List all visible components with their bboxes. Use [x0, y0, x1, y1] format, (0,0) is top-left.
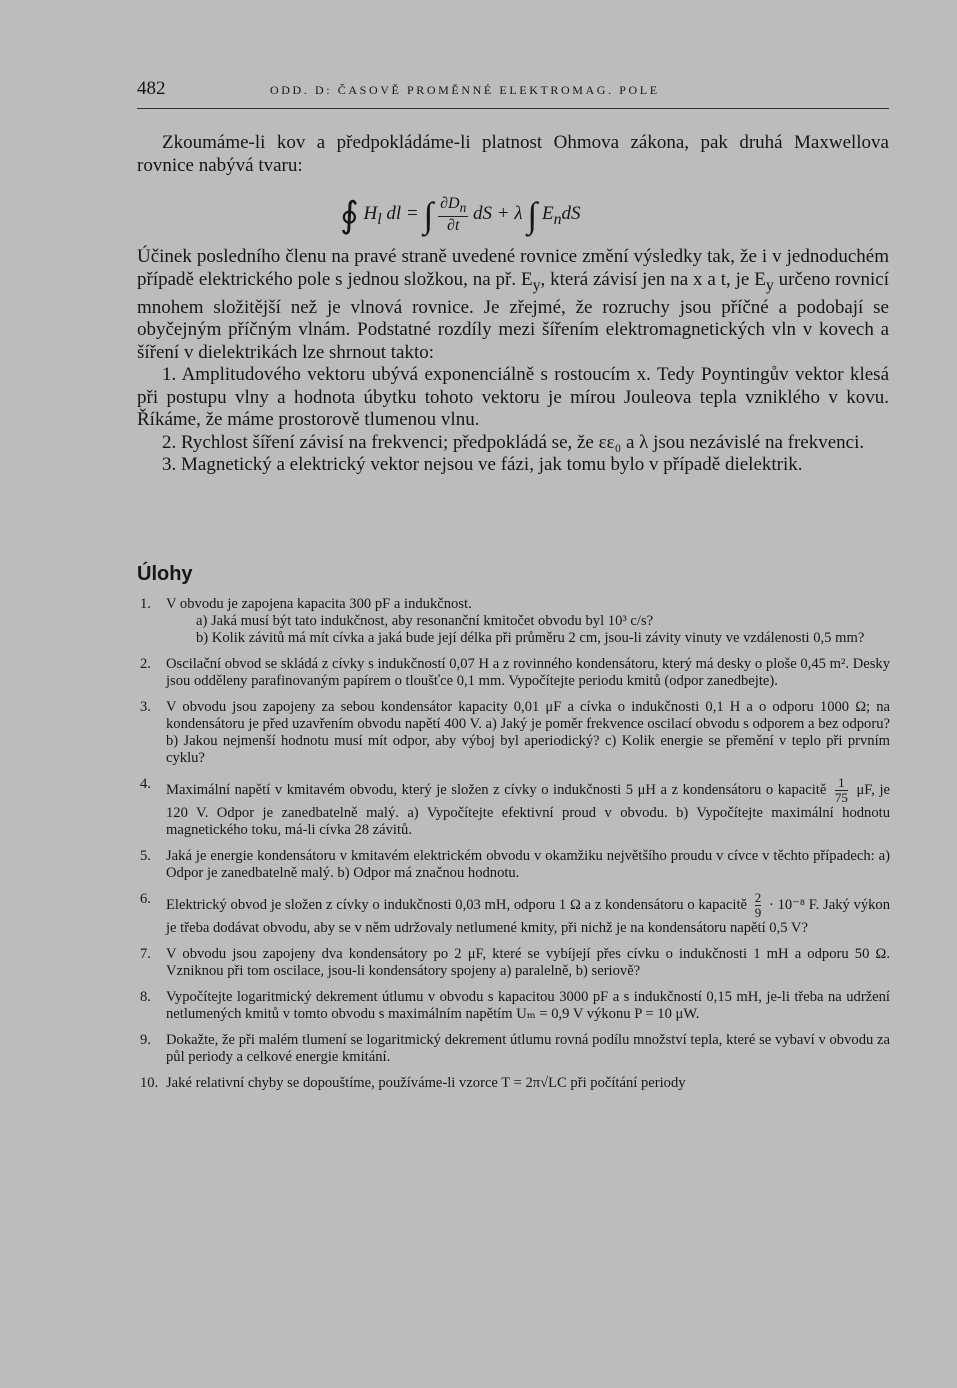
- running-head: ODD. D: ČASOVĚ PROMĚNNÉ ELEKTROMAG. POLE: [270, 83, 660, 97]
- exercise-text: Oscilační obvod se skládá z cívky s indukčností 0,07 H a z rovinného kondensátoru, který má desky o ploše 0,45 m². Desky jsou odděleny parafinovaným papírem o tloušťce 0,1 mm. Vypočítejte periodu kmitů (odpor zanedbejte).: [166, 656, 890, 689]
- exercise-7: [140, 946, 890, 980]
- exercise-2: [140, 656, 890, 690]
- exercise-4: [140, 776, 890, 839]
- eq-fraction: [438, 195, 468, 234]
- integral-sign-2: ∫: [527, 195, 538, 235]
- page-number: 482: [137, 78, 166, 99]
- eq-lhs-sub: l: [377, 210, 382, 228]
- exercise-number: 8.: [140, 989, 151, 1005]
- intro-paragraph: [137, 132, 889, 177]
- intro-text: Zkoumáme-li kov a předpokládáme-li platnost Ohmova zákona, pak druhá Maxwellova rovnice nabývá tvaru:: [137, 132, 889, 176]
- exercise-1: [140, 596, 890, 647]
- exercise-number: 6.: [140, 891, 151, 907]
- maxwell-equation: [340, 186, 700, 236]
- eq-frac-num: $\partial D_n$: [440, 195, 467, 216]
- fraction: $\frac{2}{9}$: [754, 890, 762, 920]
- exercise-3: [140, 699, 890, 767]
- exercise-text: Dokažte, že při malém tlumení se logaritmický dekrement útlumu rovná podílu množství tepla, které se vybaví v obvodu za půl periody a celkové energie kmitání.: [166, 1032, 890, 1065]
- exercise-text-cont: · 10⁻⁸ F. Jaký výkon je třeba dodávat obvodu, aby se v něm udržovaly netlumené kmity, při nichž je na kondensátoru napětí 0,5 V?: [166, 896, 891, 936]
- exercise-text: Elektrický obvod je složen z cívky o indukčnosti 0,03 mH, odporu 1 Ω a z kondensátoru o kapacitě: [166, 896, 747, 913]
- exercise-text: Maximální napětí v kmitavém obvodu, který je složen z cívky o indukčnosti 5 μH a z kondensátoru o kapacitě: [166, 781, 827, 798]
- exercise-number: 2.: [140, 656, 151, 672]
- eq-lhs: H: [363, 203, 378, 224]
- fraction: $\frac{1}{75}$: [834, 775, 848, 805]
- exercise-text: Jaké relativní chyby se dopouštíme, používáme-li vzorce T = 2π√LC při počítání periody: [166, 1075, 686, 1091]
- contour-integral-sign: ∮: [340, 195, 359, 235]
- exercise-list: [140, 596, 890, 1101]
- main-text: [137, 246, 889, 477]
- exercise-number: 3.: [140, 699, 151, 715]
- exercise-number: 7.: [140, 946, 151, 962]
- exercise-number: 9.: [140, 1032, 151, 1048]
- section-heading: Úlohy: [137, 563, 193, 585]
- exercise-text-cont: μF, je 120 V. Odpor je zanedbatelně malý. a) Vypočítejte efektivní proud v obvodu. b) Vypočítejte maximální hodnotu magnetického toku, má-li cívka 28 závitů.: [166, 781, 890, 838]
- exercise-text: Jaká je energie kondensátoru v kmitavém elektrickém obvodu v okamžiku největšího proudu v cívce v těchto případech: a) Odpor je zanedbatelně malý. b) Odpor má značnou hodnotu.: [166, 848, 890, 881]
- eq-lhs-tail: dl =: [381, 203, 419, 224]
- list-item-1: 1. Amplitudového vektoru ubývá exponenciálně s rostoucím x. Tedy Poyntingův vektor klesá při postupu vlny a hodnota úbytku tohoto vektoru je mírou Jouleova tepla vzniklého v kovu. Říkáme, že máme prostorově tlumenou vlnu.: [137, 364, 889, 431]
- paragraph-effect: Účinek posledního členu na pravé straně uvedené rovnice změní výsledky tak, že i v jednoduchém případě elektrického pole s jednou složkou, na př. $E_y$, která závisí jen na x a t, je $E_y$ určeno rovnicí mnohem složitější než je vlnová rovnice. Je zřejmé, že rozruchy jsou příčné a podobají se obyčejným příčným vlnám. Podstatné rozdíly mezi šířením elektromagnetických vln v kovech a šíření v dielektrikách lze shrnout takto:: [137, 246, 889, 363]
- exercise-8: [140, 989, 890, 1023]
- exercise-text: V obvodu jsou zapojeny za sebou kondensátor kapacity 0,01 μF a cívka o indukčnosti 0,1 H a o odporu 1000 Ω; na kondensátoru je před uzavřením obvodu napětí 400 V. a) Jaký je poměr frekvence oscilací obvodu s odporem a bez odporu? b) Jakou nejmenší hodnotu musí mít odpor, aby výboj byl aperiodický? c) Kolik energie se přemění v teplo při prvním cyklu?: [166, 699, 890, 766]
- page-header: [137, 78, 889, 109]
- exercise-text: V obvodu jsou zapojeny dva kondensátory po 2 μF, které se vybíjejí přes cívku o indukčnosti 1 mH a odporu 50 Ω. Vzniknou při tom oscilace, jsou-li kondensátory spojeny a) paralelně, b) seriově?: [166, 946, 890, 979]
- list-item-3: 3. Magnetický a elektrický vektor nejsou ve fázi, jak tomu bylo v případě dielektrik.: [162, 454, 803, 476]
- exercise-number: 4.: [140, 776, 151, 792]
- eq-frac-den: ∂t: [447, 217, 460, 235]
- exercise-number: 10.: [140, 1075, 159, 1091]
- eq-tail3: dS: [561, 203, 581, 224]
- exercise-text: V obvodu je zapojena kapacita 300 pF a indukčnost.: [166, 596, 472, 612]
- list-item-2: 2. Rychlost šíření závisí na frekvenci; předpokládá se, že εε₀ a λ jsou nezávislé na frekvenci.: [162, 431, 865, 453]
- exercise-6: [140, 891, 890, 937]
- exercise-part-a: a) Jaká musí být tato indukčnost, aby resonanční kmitočet obvodu byl 10³ c/s?: [196, 613, 654, 629]
- exercise-10: [140, 1075, 890, 1092]
- integral-sign: ∫: [423, 195, 434, 235]
- exercise-5: [140, 848, 890, 882]
- exercise-number: 1.: [140, 596, 151, 612]
- exercise-part-b: b) Kolik závitů má mít cívka a jaká bude její délka při průměru 2 cm, jsou-li závity vinuty ve vzdálenosti 0,5 mm?: [196, 630, 865, 646]
- exercise-number: 5.: [140, 848, 151, 864]
- eq-tail1: dS + λ: [473, 203, 528, 224]
- eq-tail2-sub: n: [553, 210, 562, 228]
- exercise-text: Vypočítejte logaritmický dekrement útlumu v obvodu s kapacitou 3000 pF a s indukčností 0,15 mH, je-li třeba na udržení netlumených kmitů v tomto obvodu s maximálním napětím Uₘ = 0,9 V výkonu P = 10 μW.: [166, 989, 890, 1022]
- exercise-9: [140, 1032, 890, 1066]
- eq-tail2: E: [541, 203, 554, 224]
